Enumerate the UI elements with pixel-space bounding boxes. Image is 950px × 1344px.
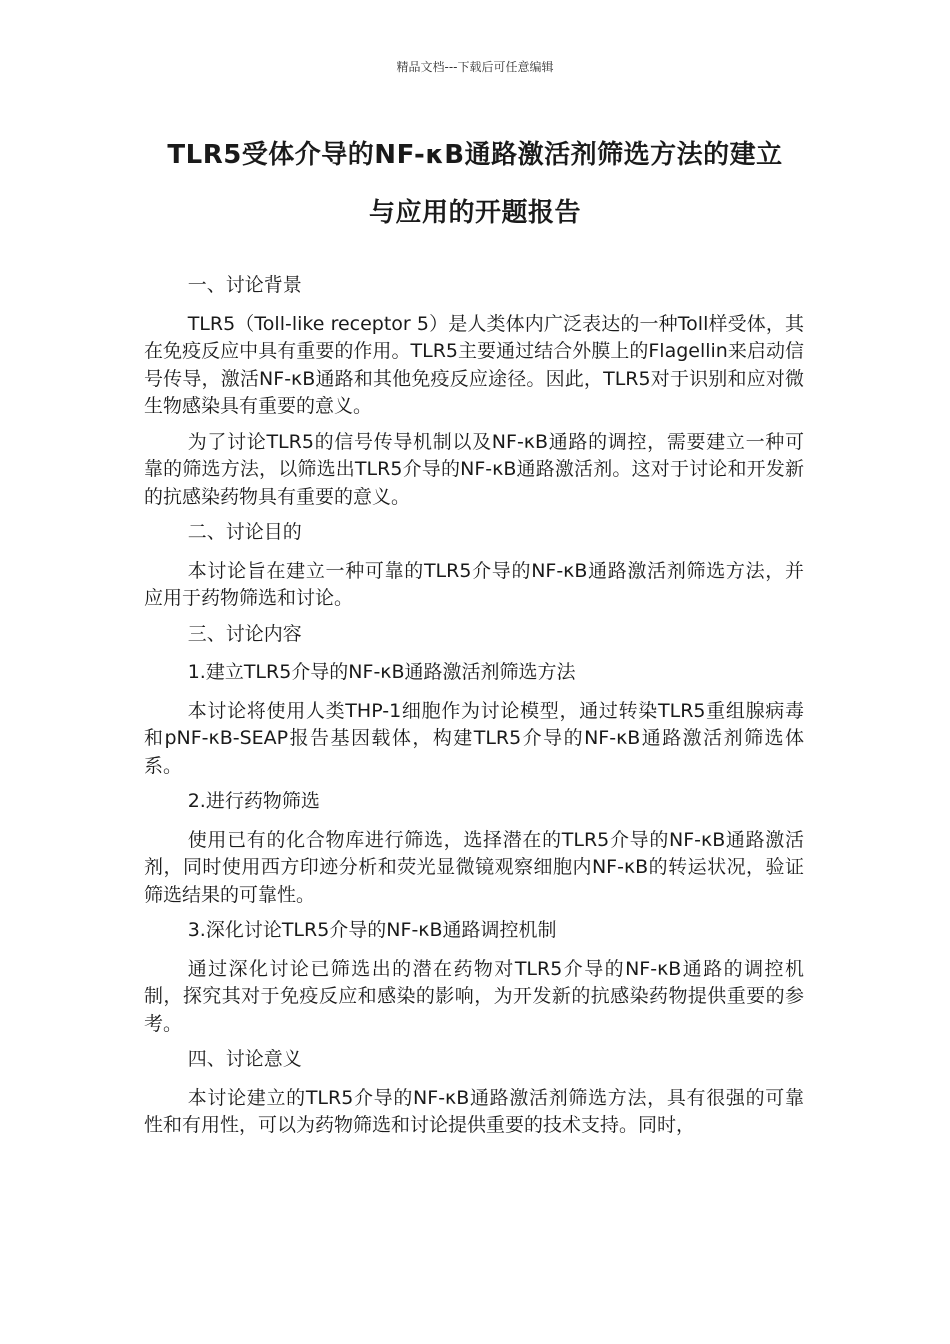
section-heading-significance: 四、讨论意义 [187,1048,302,1070]
paragraph-significance: 本讨论建立的TLR5介导的NF-κB通路激活剂筛选方法，具有很强的可靠性和有用性，可以为药物筛选和讨论提供重要的技术支持。同时， [144,1086,804,1136]
subheading-mechanism: 3.深化讨论TLR5介导的NF-κB通路调控机制 [187,919,557,941]
paragraph-background-1: TLR5（Toll-like receptor 5）是人类体内广泛表达的一种Toll样受体，其在免疫反应中具有重要的作用。TLR5主要通过结合外膜上的Flagellin来启动信号传导，激活NF-κB通路和其他免疫反应途径。因此，TLR5对于识别和应对微生物感染具有重要的意义。 [144,312,804,417]
section-heading-content: 三、讨论内容 [187,622,302,645]
section-heading-purpose: 二、讨论目的 [187,521,302,543]
subheading-screening: 2.进行药物筛选 [187,790,320,812]
paragraph-mechanism: 通过深化讨论已筛选出的潜在药物对TLR5介导的NF-κB通路的调控机制，探究其对于免疫反应和感染的影响，为开发新的抗感染药物提供重要的参考。 [144,957,804,1035]
paragraph-method: 本讨论将使用人类THP-1细胞作为讨论模型，通过转染TLR5重组腺病毒和pNF-κB-SEAP报告基因载体，构建TLR5介导的NF-κB通路激活剂筛选体系。 [144,699,804,777]
section-heading-background: 一、讨论背景 [187,274,302,296]
document-title-line-1: TLR5受体介导的NF-κB通路激活剂筛选方法的建立 [167,140,783,170]
subheading-method: 1.建立TLR5介导的NF-κB通路激活剂筛选方法 [187,661,576,683]
paragraph-screening: 使用已有的化合物库进行筛选，选择潜在的TLR5介导的NF-κB通路激活剂，同时使用西方印迹分析和荧光显微镜观察细胞内NF-κB的转运状况，验证筛选结果的可靠性。 [144,828,804,906]
document-title-line-2: 与应用的开题报告 [368,198,581,228]
paragraph-background-2: 为了讨论TLR5的信号传导机制以及NF-κB通路的调控，需要建立一种可靠的筛选方法，以筛选出TLR5介导的NF-κB通路激活剂。这对于讨论和开发新的抗感染药物具有重要的意义。 [144,430,804,508]
document-body [144,272,804,1148]
page-header: 精品文档---下载后可任意编辑 [396,60,554,74]
paragraph-purpose: 本讨论旨在建立一种可靠的TLR5介导的NF-κB通路激活剂筛选方法，并应用于药物筛选和讨论。 [144,559,804,609]
